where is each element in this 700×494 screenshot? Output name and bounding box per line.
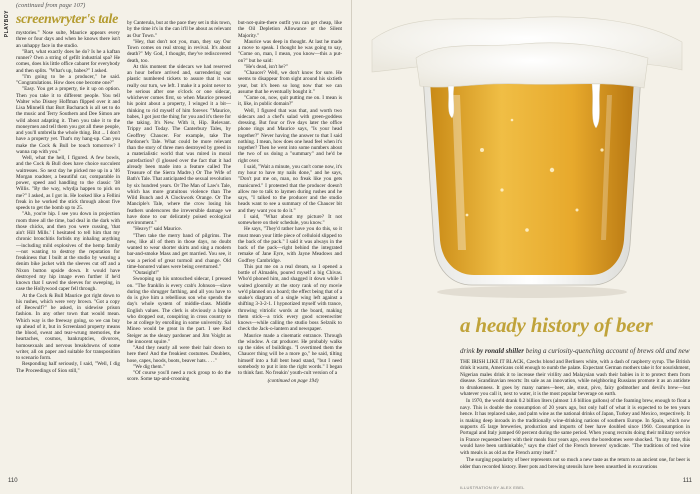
page-number: 110 — [8, 478, 18, 484]
paragraph: "He's dead, isn't he?" — [244, 63, 288, 70]
byline-author: by ronald shiller — [476, 347, 524, 355]
paragraph: I said, "What about my picture? It not somewhere on their schedule, you know." — [238, 213, 342, 226]
paragraph: "We dig them." — [133, 363, 165, 370]
paragraph: Swooping up his untouched sidecar, I pressed on. "The franklin is every crab's Johnson—slave during the shrugger farthing, and all you have to do is give him a rebellious son who spends the day's whole system of middle-class. Middle English values. The clerk is obviously a hippie who dropped out, conspiring in cross country to be at college by enrolling in some university. Sal Mineo would be great in the part. I see Rod Steiger as the sleazy pardoner and Jim Voight as the innocent squire." — [127, 276, 231, 345]
paragraph: Maurice was deep in thought. At last he made a move to speak. I thought he was going to say, "Come on, man, I mean, you know—this a put-on?" but he said: — [238, 38, 342, 64]
paragraph: At the Cock & Bull Maurice got right down to his rushes, which were very brown. "Got a copy of Beowulf?" he asked, in sidewise prison fashion. In any other town that would mean. Which way is the freeway going, so we can buy up ahead of it, but in Screenland property means the blood, sweat and tear-wrung memories, the heartaches, cosmos, bankruptcies, divorces, homosexuals and nervous breakdowns of some writer, all on paper and suitable for transposition to scenario form. — [16, 292, 120, 361]
paragraph: "Come on, now, quit putting me on. I mean is it, like, in public domain?" — [238, 95, 342, 108]
paragraph: "Easy. You get a property, tie it up on option. Then you take it to different people. You tell Walter who Disney Hoffman flipped over it and Lisa Minnelli that Burt Bacharach is all set to do the music and Terry Southern and Dee Simon are wild about adapting it. Then you take it to the moneymen and tell them you got all these people, and you'll umbrella the whole thing. But ... I don't have a property yet. That's my hang-up. Can you make the Cock & Bull be touch tomorrow? I wanna rap with you." — [16, 86, 120, 155]
paragraph: Well, what the hell, I figured. A few bowls, and the Cock & Bull does have choice succulent waitresses. So next day he picked me up in a '46 Morgan roadster, a beautiful car, comparable in power, speed and handling to the classic '38 Willis. "By the way, whydja happen to pick on me?" I asked, as I got in. He looked like a Fellini freak in he worked the stick through about five speeds to get the bomb up to 25. — [16, 155, 120, 211]
paragraph: "Outasight!" — [133, 270, 160, 276]
byline-prefix: drink — [460, 347, 475, 355]
paragraph: THE IRISH LIKE IT BLACK, Czechs blond and Berliners white, with a dash of raspberry syrup. The British drink it warm, Americans cold enough to numb the palate. Expectant German mothers take it for nourishment, Nigerian males drink it to increase their virility and Malaysian wash their babies in it to protect them from disease. Scandinavian resorts: Its sale as an innovation, while neighboring Russians promote it as an antidote to drunkenness. It goes by many names—beer, ale, stout, pivo, fairy godmother and devil's brew—but whatever you call it, next to water, it is the most popular beverage on earth. — [460, 359, 690, 398]
right-page — [352, 0, 700, 494]
beer-glass-illustration — [352, 0, 700, 305]
paragraph: "Then take the merry band of pilgrims. The new, like all of them in those days, no doubt wanted to wear shorter skirts and sing a modern bar-and-smoke Mass and get married. You see, it was a period of great turmoil and change. Old time-honored values were being overturned." — [127, 232, 231, 270]
paragraph: "And they nearly all were their hair down to here then! And the freakiest costumes. Doublets, hose, capes, hoods, boots, beaver hats. . . ." — [127, 345, 231, 364]
continued-from-notice: (continued from page 107) — [16, 2, 86, 9]
byline — [460, 347, 690, 355]
text-column-1 — [16, 30, 120, 374]
article-body — [460, 359, 690, 471]
paragraph: The surging popularity of beer represents not so much a new taste as the return to an ancient one, for beer is older than recorded history. Beer pots and brewing utensils have been unearthed in excavations — [460, 457, 690, 470]
article-deck: being a curiosity-quenching account of brews old and new — [525, 347, 690, 355]
paragraph: "Chaucer? Well, we don't know for sure. He seems to disappear from sight around his sixtieth year, but it's been so long now that we can assume that he eventually bought it." — [238, 70, 342, 95]
paragraph: Well, I figured that was that, and worth two sidecars and a chef's salad with green-goddess dressing. But four or five days later the office phone rings and Maurice says, "Is your head together?" Never having the answer to that I said nothing. I mean, how does one head feel when it's together? Then he went into some numbers about the two of us doing a "summary" and he'd be right over. — [238, 107, 342, 164]
text-column-3 — [238, 20, 342, 385]
paragraph: but-not-quite-there outfit you can get cheap, like the Oil Depletion Allowance or the Silent Majority." — [238, 20, 342, 39]
paragraph: At this moment the sidecars we had reserved an hour before arrived and, surrendering our plastic numbered tickets to assure that it was really our turn, we left. I make it a point never to be serious after one o'clock or one sidecar, whichever comes first, so when Maurice pressed his point about a property, I winged it a bit—thinking to rid myself of him forever. "Maurice, babes, I got just the thing for you and it's there for the taking. It's New. With it, Hip. Relevant. Trippy and Today. The Canterbury Tales, by Geoffrey Chaucer. For example, take The Pardoner's Tale. What could be more relevant than the story of three men destroyed by greed in a materialistic world that was mired in moral putrefaction? (I glossed over the fact that it had already been made into a feature called The Treasure of the Sierra Madre.) Or The Wife of Bath's Tale. That anticipated the sexual revolution by six hundred years. Or The Man of Law's Tale, which has more gratuitous violence than The Wild Bunch and A Clockwork Orange. Or The Manciple's Tale, where the crow losing his feathers underscores the irreversible damage we have done to our delicately poised ecological environment." — [127, 63, 231, 226]
paragraph: This put me on a real dream, so I opened a bottle of Almadén, poured myself a big Chivas. Who'd phoned him, and shagged it down while I waited gloomily at the story rank of my movie we'd planned on a board; the effect being that of a snake's diagram of a single wing left against a shifting 3-3-2-1. I hypnotized myself with trance, throwing vitriolic words at the board, making them stick—a trick every good screenwriter knows—while calling the studio boss Selznik to check the Jack-o-lantern and newspaper. — [238, 263, 342, 333]
paragraph: He says, "They'd rather have you do this, so it must mean your little piece of celluloid slipped to the back of the pack." I said it was always in the back of the pack—right behind the integrated remake of Jane Eyre, with Jayne Meadows and Godfrey Cambridge. — [238, 226, 342, 264]
paragraph: "Hey, that don't not you, man, they say Our Town comes on real strong in revival. It's about death?" My God, I thought, they've rediscovered death, too. — [127, 38, 231, 64]
paragraph: "I'm going to be a producer," he said. "Congratulations. How does one become one?" — [16, 73, 120, 86]
paragraph: by Canterula, but at the pace they set in this town, by the time it's in the can it'll be about as relevant as Our Town." — [127, 20, 231, 39]
paragraph: "Ah, you're hip. I see you down in projection room three all the time, bad deal in the dark with those chicks, and then you were cussing, 'that ain't Hill Mills.' I hesitated to tell him that my chronic bronchitis forbids my inhaling anything—including mild explosives of the hemp family—not wanting to destroy the reputation for freakiness that I built at the studio by wearing a denim bike jacket with the sleeves cut off and a Nixon button upside down. It would have destroyed my hip image even further if he'd known that I saved the sleeves for sweeping, in case the Hollywood caper fell through. — [16, 211, 120, 293]
article-title: a heady history of beer — [460, 313, 653, 337]
paragraph: I said, "Wait a minute, you can't come now, it's my hour to have my nails done," and he says, "Don't put me on, man, no freak like you gets manicured." I protested that the producer doesn't allow me to talk to laymen during rushes and he says, "I talked to the producer and the studio heads want to see a summary of the Chaucer bit and they want you to do it." — [238, 163, 342, 214]
illustration-credit: ILLUSTRATION BY ALEX EBEL — [460, 485, 525, 490]
paragraph: "Of course you'll need a rock group to do the score. Some tap-and-crooning — [127, 370, 231, 383]
paragraph: Responding half seriously, I said, "Well, I dig The Proceedings of Sion still," — [16, 361, 120, 374]
paragraph: In 1970, the world drank 0.2 billion liters (almost 1.6 billion gallons) of the foaming brew, enough to float a navy. This is double the consumption of 20 years ago, but only half of what it is expected to be ten years hence. It has replaced sake, and palm wine as the national drinks of Japan, Turkey and Mexico, respectively. It is making deep inroads in the traditionally wine-drinking nations of southern Europe. In Spain, which now supports 45 large breweries, production and imports of beer have doubled since 1960. Consumption in Portugal and Italy jumped 60 percent during the same period. When young recruits doing their military service in France requested beer with their meals four years ago, even the boredomes were shocked. "In my time, this would have been unthinkable," says the chief of the French brewers' syndicate. "The traditions of red wine with meals is as old as the French army itself." — [460, 398, 690, 456]
continued-on-notice: (continued on page 194) — [267, 378, 319, 385]
text-column-2 — [127, 20, 231, 383]
paragraph: Maurice made a cinematic entrance. Through the window. A cat producer. He probably walks up the sides of buildings. "I overtimed them the Chaucer thing will be a more go," he said, tilting himself into a full bent head stand, "but I need somebody to put it into the right words." I began to think fast. No freakin' youth-cult version of a — [238, 332, 342, 376]
page-number: 111 — [682, 478, 692, 484]
paragraph: "Bart, what exactly does he do? Is he a kaftan runner? Own a string of gefilt industrial spa? He comes, does his little office cabaret for everybody and then splits. "What's up, babes?" I asked. — [16, 48, 120, 74]
paragraph: mystories." Nose sulte, Maurice appears every three or four days and when he knows there isn't an unhappy face in the studio. — [16, 30, 120, 49]
paragraph: "Heavy!" said Maurice. — [133, 226, 183, 233]
magazine-side-label: PLAYBOY — [4, 10, 10, 38]
story-title: screenwryter's tale — [16, 12, 119, 27]
